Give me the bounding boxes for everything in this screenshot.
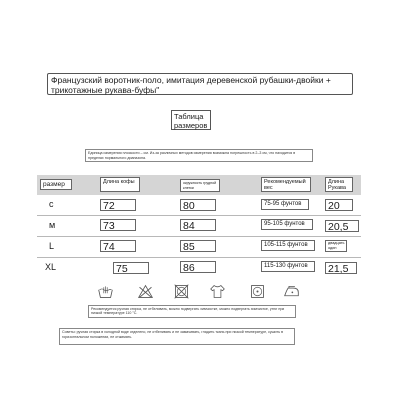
cell-size: с xyxy=(49,199,54,209)
table-row xyxy=(37,258,361,278)
cell-sleeve: 21,5 xyxy=(325,262,357,274)
cell-weight: 75-95 фунтов xyxy=(261,199,309,210)
header-weight: Рекомендуемый вес xyxy=(261,177,311,192)
measurement-note: Единица измерения плоскости – см. Из-за различных методов измерения возможна погрешность в 2–3 см, что находится в пределах нормального диапазона. xyxy=(85,149,313,162)
product-title: Французский воротник-поло, имитация деревенской рубашки-двойки + трикотажные рукава-буфы" xyxy=(47,73,353,95)
cell-chest: 80 xyxy=(180,199,216,211)
cell-length: 72 xyxy=(100,199,136,211)
size-table xyxy=(37,175,361,279)
cell-sleeve: двадцать один xyxy=(325,240,347,252)
cell-size: XL xyxy=(45,262,57,272)
cell-chest: 85 xyxy=(180,240,216,252)
size-chart-heading: Таблица размеров xyxy=(171,110,211,130)
cell-length: 75 xyxy=(113,262,149,274)
care-icons xyxy=(85,283,315,305)
cell-weight: 95-105 фунтов xyxy=(261,219,313,230)
no-bleach-icon xyxy=(137,283,154,300)
cell-size: L xyxy=(49,241,55,251)
care-description: Рекомендуется ручная стирка, не отбеливать, можно подвергать химчистке, можно подвергать химчистке, утюг при низкой температуре 110 °С. xyxy=(88,305,296,318)
low-iron-icon xyxy=(283,283,300,300)
shirt-icon xyxy=(209,283,226,300)
cell-weight: 105-115 фунтов xyxy=(261,240,315,251)
header-size: размер xyxy=(40,179,72,190)
header-sleeve: Длина Рукава xyxy=(325,177,353,192)
header-chest: окружность грудной клетки xyxy=(180,179,220,192)
cell-sleeve: 20 xyxy=(325,199,353,211)
table-row xyxy=(37,237,361,257)
no-tumble-dry-icon xyxy=(173,283,190,300)
cell-size: м xyxy=(49,220,56,230)
cell-length: 73 xyxy=(100,219,136,231)
dry-clean-icon xyxy=(249,283,266,300)
cell-length: 74 xyxy=(100,240,136,252)
cell-chest: 86 xyxy=(180,261,216,273)
cell-chest: 84 xyxy=(180,219,216,231)
table-row xyxy=(37,195,361,215)
table-row xyxy=(37,216,361,236)
header-length: Длина кофы xyxy=(100,177,140,192)
cell-weight: 115-130 фунтов xyxy=(261,261,315,272)
cell-sleeve: 20,5 xyxy=(325,220,359,232)
care-tips: Советы: ручная стирка в холодной воде отделено, не отбеливать и не замачивать, гладить ткань при низкой температуре, сушить в горизонтальном положении, не отжимать. xyxy=(59,328,295,345)
hand-wash-icon xyxy=(97,283,114,300)
